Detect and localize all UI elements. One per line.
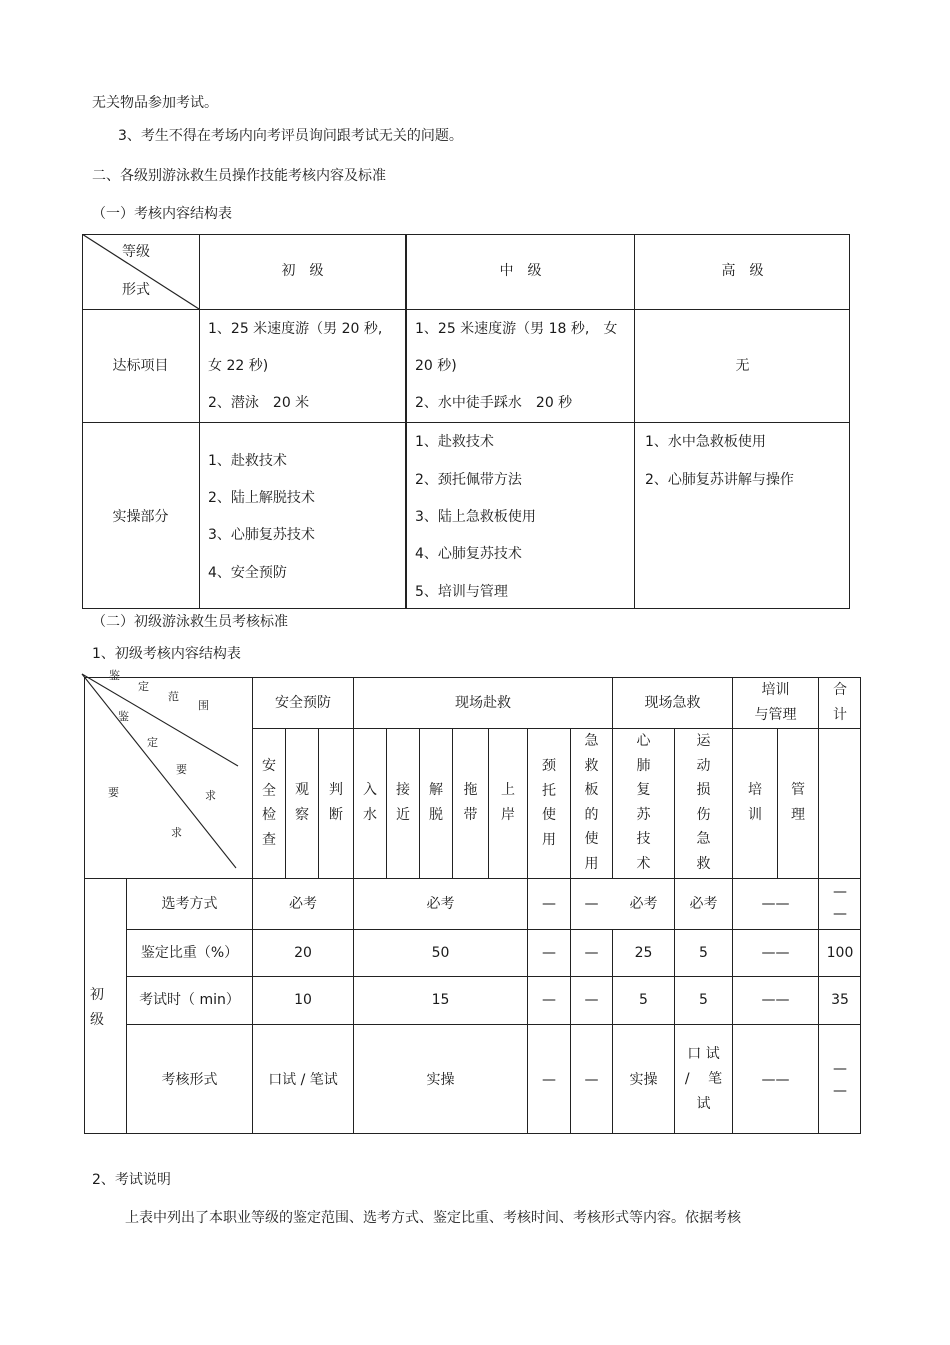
sub-training: 培 训 [748,782,762,823]
sub-management: 管 理 [791,782,805,823]
group-rescue: 现场赴救 [455,695,511,711]
sub-approach: 接 近 [396,782,410,823]
sub-observe: 观 察 [295,782,309,823]
corner-char-i: 要 [108,786,119,799]
weight-cpr: 25 [634,945,653,961]
weight-rescue-board: — [584,945,599,961]
chuji-standard-2: 女 22 秒) [208,358,269,374]
sub-cpr: 心 肺 复 苏 技 术 [636,733,651,872]
subsection-1-heading: （一）考核内容结构表 [92,206,232,222]
time-neck-collar: — [542,992,556,1008]
sub-neck-collar: 颈 托 使 用 [542,758,556,848]
row-form-label: 考核形式 [161,1072,218,1088]
row-practical-label: 实操部分 [112,509,169,525]
weight-safety: 20 [294,945,312,961]
sub-enter-water: 入 水 [363,782,377,823]
sub-rescue-board: 急 救 板 的 使 用 [584,733,599,872]
weight-training: —— [761,945,790,961]
method-cpr: 必考 [629,896,658,912]
gaoji-standard: 无 [735,358,750,374]
method-safety: 必考 [289,896,317,912]
gaoji-practical-2: 2、心肺复苏讲解与操作 [645,472,794,488]
corner-char-d: 围 [198,699,209,712]
sub-sports-injury: 运 动 损 伤 急 救 [696,733,711,872]
form-total: — — [833,1061,847,1099]
header-zhongji: 中 级 [499,263,542,279]
time-total: 35 [831,992,849,1008]
exam-notes-text: 上表中列出了本职业等级的鉴定范围、选考方式、鉴定比重、考核时间、考核形式等内容。依据考核 [125,1210,741,1226]
corner-char-e: 鉴 [118,710,129,723]
zhongji-standard-3: 2、水中徒手踩水 20 秒 [415,395,573,411]
chuji-standard-3: 2、潜泳 20 米 [208,395,310,411]
row-standard-label: 达标项目 [112,358,169,374]
corner-form-label: 形式 [122,282,150,298]
corner-grade-label: 等级 [122,244,150,260]
intro-line-1: 无关物品参加考试。 [92,95,218,111]
time-sports-injury: 5 [699,992,708,1008]
time-training: —— [761,992,790,1008]
intro-line-2: 3、考生不得在考场内向考评员询问跟考试无关的问题。 [118,128,463,144]
method-total: — — [833,884,847,922]
subsection-3-heading: 1、初级考核内容结构表 [92,646,241,662]
method-sports-injury: 必考 [689,896,718,912]
method-neck-collar: — [542,896,556,912]
zhongji-practical-1: 1、赴救技术 [415,434,494,450]
form-rescue-board: — [584,1072,599,1088]
form-neck-collar: — [542,1072,556,1088]
corner-char-b: 定 [138,680,149,693]
row-weight-label: 鉴定比重（%） [140,945,239,961]
corner-char-f: 定 [147,736,158,749]
header-gaoji: 高 级 [721,263,764,279]
group-total: 合 计 [833,682,847,723]
weight-rescue: 50 [431,945,450,961]
corner-char-c: 范 [168,690,179,703]
method-rescue-board: — [584,896,599,912]
group-training: 培训 与管理 [754,682,797,723]
row-method-label: 选考方式 [161,896,218,912]
method-training: —— [761,896,790,912]
chuji-practical-3: 3、心肺复苏技术 [208,527,315,543]
time-safety: 10 [294,992,312,1008]
zhongji-standard-1: 1、25 米速度游（男 18 秒, 女 [415,321,618,337]
form-sports-injury: 口 试 / 笔 试 [684,1046,723,1112]
sub-tow: 拖 带 [463,782,478,823]
weight-sports-injury: 5 [699,945,708,961]
method-rescue: 必考 [426,896,455,912]
chuji-practical-4: 4、安全预防 [208,565,287,581]
exam-notes-heading: 2、考试说明 [92,1172,171,1188]
chuji-standard-1: 1、25 米速度游（男 20 秒, [208,321,383,337]
subsection-2-heading: （二）初级游泳救生员考核标准 [92,614,288,630]
corner-char-a: 鉴 [109,669,120,682]
zhongji-practical-5: 5、培训与管理 [415,584,508,600]
group-first-aid: 现场急救 [644,695,701,711]
time-rescue: 15 [431,992,450,1008]
sub-ashore: 上 岸 [501,782,515,823]
section-2-heading: 二、各级别游泳救生员操作技能考核内容及标准 [92,168,386,184]
header-chuji: 初 级 [281,263,324,279]
gaoji-practical-1: 1、水中急救板使用 [645,434,766,450]
corner-char-g: 要 [176,763,187,776]
row-time-label: 考试时（ min） [139,992,240,1008]
zhongji-practical-4: 4、心肺复苏技术 [415,546,522,562]
weight-total: 100 [826,945,854,961]
zhongji-practical-2: 2、颈托佩带方法 [415,472,522,488]
zhongji-practical-3: 3、陆上急救板使用 [415,509,536,525]
sub-safety-check: 安 全 检 查 [262,758,276,848]
zhongji-standard-2: 20 秒) [415,358,457,374]
form-training: —— [761,1072,790,1088]
time-cpr: 5 [639,992,648,1008]
corner-char-j: 求 [171,826,182,839]
level-chuji: 初 级 [90,987,104,1028]
corner-char-h: 求 [205,789,216,802]
form-cpr: 实操 [629,1072,658,1088]
sub-judge: 判 断 [329,782,343,823]
time-rescue-board: — [584,992,599,1008]
weight-neck-collar: — [542,945,556,961]
chuji-practical-1: 1、赴救技术 [208,453,287,469]
form-rescue: 实操 [426,1072,455,1088]
corner-diagonals [76,668,254,880]
sub-release: 解 脱 [429,782,443,823]
chuji-practical-2: 2、陆上解脱技术 [208,490,315,506]
form-safety: 口试 / 笔试 [268,1072,338,1088]
group-safety: 安全预防 [275,695,331,711]
